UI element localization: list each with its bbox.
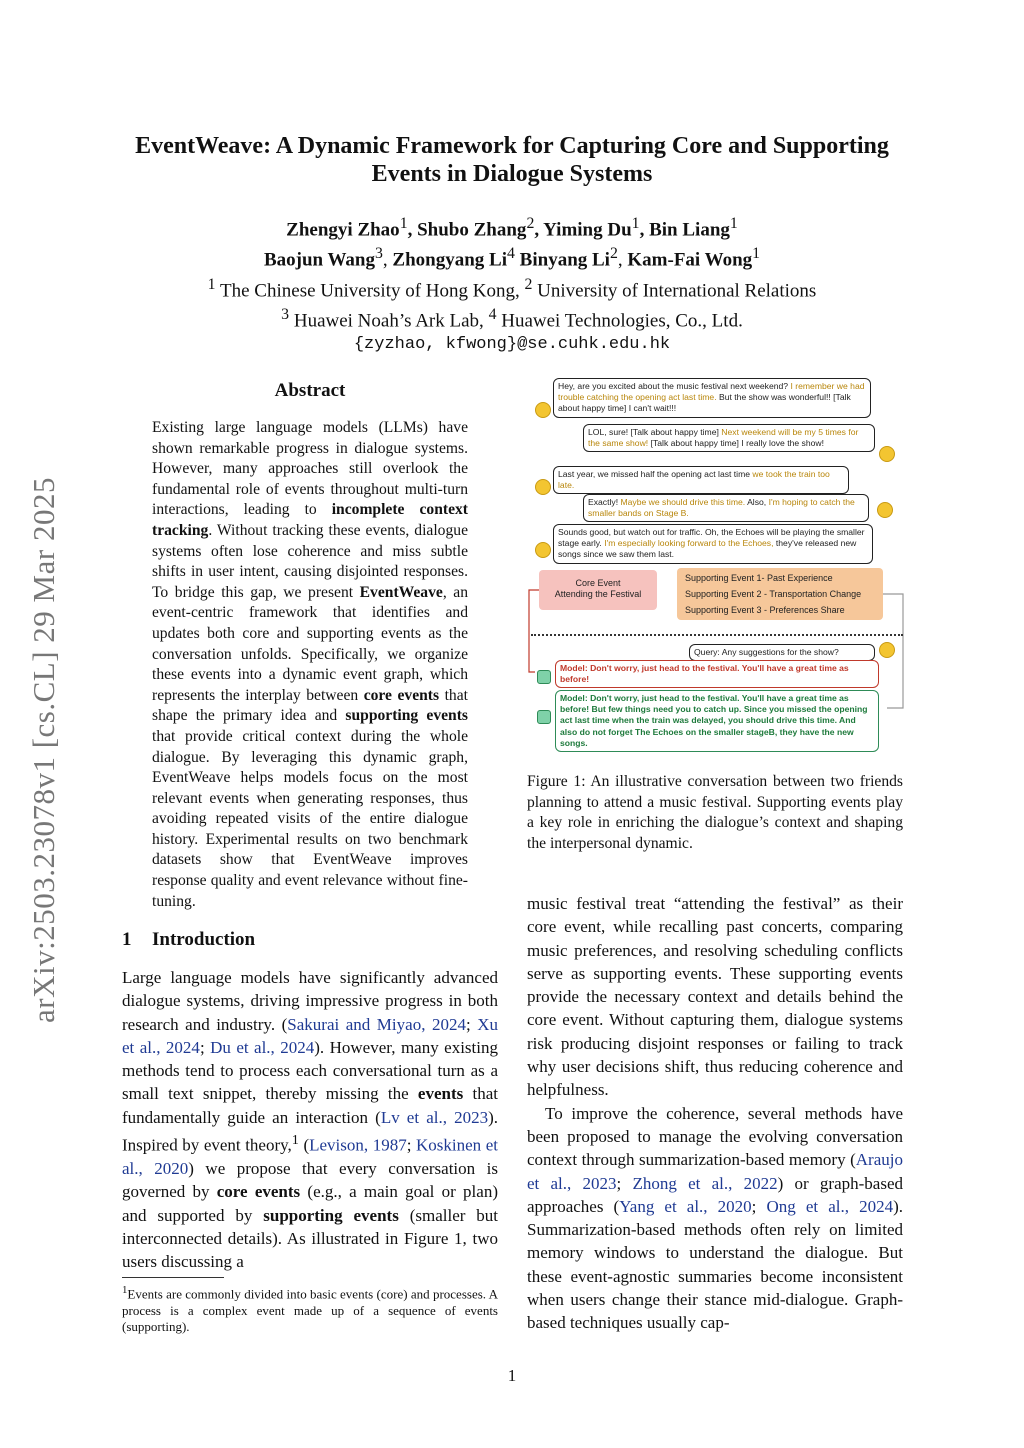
robot-icon <box>537 670 551 684</box>
section-heading-introduction: 1 Introduction <box>122 929 256 950</box>
author-affiliation-mark: 1 <box>631 215 640 232</box>
citation-link[interactable]: Sakurai and Miyao, 2024 <box>287 1014 466 1034</box>
author-name: Kam-Fai Wong <box>627 249 753 271</box>
core-event-box: Core Event Attending the Festival <box>539 570 657 610</box>
citation-link[interactable]: Lv et al., 2023 <box>380 1107 489 1127</box>
author-affiliation-mark: 3 <box>375 245 383 263</box>
dialogue-bubble-user1: Sounds good, but watch out for traffic. Oh, the Echoes will be playing the smaller stage early. I'm especially looking forward to the Echoes, they've released new songs since we saw them last. <box>553 524 873 564</box>
author-affiliation-mark: 1 <box>399 215 408 232</box>
author-affiliation-mark: 1 <box>752 245 761 263</box>
page-number: 1 <box>507 1366 517 1385</box>
author-affiliation-mark: 1 <box>729 215 738 232</box>
author-name: Binyang Li <box>519 249 610 271</box>
citation-link[interactable]: Du et al., 2024 <box>210 1037 315 1057</box>
winking-face-icon <box>879 642 895 658</box>
footnote-marker[interactable]: 1 <box>291 1132 299 1149</box>
author-name: Zhengyi Zhao <box>286 219 400 241</box>
footnote-rule <box>122 1277 224 1278</box>
abstract-text: Existing large language models (LLMs) have shown remarkable progress in dialogue systems. However, many approaches still overlook the fundamental role of events throughout multi-turn interactions, leading to incomplete context tracking. Without tracking these events, dialogue systems often lose coherence and miss subtle shifts in user intent, causing disjointed responses. To bridge this gap, we present EventWeave, an event-centric framework that identifies and updates both core and supporting events as the conversation unfolds. Specifically, we organize these events into a dynamic event graph, which represents the interplay between core events that shape the primary idea and supporting events that provide critical context during the whole dialogue. By leveraging this dynamic graph, EventWeave helps models focus on the most relevant events when generating responses, thus avoiding repeated visits of the entire dialogue history. Experimental results on two benchmark datasets show that EventWeave improves response quality and event relevance without fine-tuning. <box>152 419 468 910</box>
citation-link[interactable]: Yang et al., 2020 <box>619 1196 752 1216</box>
citation-link[interactable]: Levison, 1987 <box>309 1135 407 1155</box>
model-response-naive: Model: Don't worry, just head to the festival. You'll have a great time as before! <box>555 660 879 688</box>
query-bubble: Query: Any suggestions for the show? <box>689 644 875 661</box>
figure-1-caption: Figure 1: An illustrative conversation between two friends planning to attend a music festival. Supporting events play a key role in enriching the dialogue’s context and shaping the interpersonal dynamic. <box>527 773 903 852</box>
author-line-1: Zhengyi Zhao$^1$, Shubo Zhang$^2$, Yiming Du$^1$, Bin Liang$^1$ <box>286 215 738 241</box>
figure-1 <box>527 372 907 762</box>
supporting-events-box: Supporting Event 1- Past Experience Supporting Event 2 - Transportation Change Supporting Event 3 - Preferences Share <box>677 568 883 620</box>
author-name: Baojun Wang <box>263 249 375 271</box>
citation-link[interactable]: Koskinen et al., 2020 <box>122 1135 498 1179</box>
citation-link[interactable]: Zhong et al., 2022 <box>632 1173 778 1193</box>
introduction-paragraph: Large language models have significantly advanced dialogue systems, driving impressive progress in both research and industry. (Sakurai and Miyao, 2024; Xu et al., 2024; Du et al., 2024). However, many existing methods tend to process each conversational turn as a small text snippet, thereby missing the events that fundamentally guide an interaction (Lv et al., 2023). Inspired by event theory,$^1$ (Levison, 1987; Koskinen et al., 2020) we propose that every conversation is governed by core events (e.g., a main goal or plan) and supported by supporting events (smaller but interconnected details). As illustrated in Figure 1, two users discussing a <box>122 968 499 1272</box>
paper-title: EventWeave: A Dynamic Framework for Capturing Core and Supporting Events in Dialogue Systems <box>135 133 889 187</box>
author-name: Zhongyang Li <box>392 249 507 271</box>
author-name: Yiming Du <box>543 219 632 241</box>
affiliation-line-2: $^3$ Huawei Noah’s Ark Lab, $^4$ Huawei Technologies, Co., Ltd. <box>281 305 743 332</box>
author-line-2: Baojun Wang$^3$, Zhongyang Li$^4$ Binyang Li$^2$, Kam-Fai Wong$^1$ <box>263 245 761 271</box>
author-block <box>100 212 924 357</box>
model-response-eventweave: Model: Don't worry, just head to the festival. You'll have a great time as before! But few things need you to catch up. Since you missed the opening act last time when the train was delayed, you should drive this time. And also do not forget The Echoes on the smaller stageB, they have the new songs. <box>555 690 879 752</box>
right-column-text <box>527 892 903 1335</box>
paragraph: To improve the coherence, several methods have been proposed to manage the evolving conversation context through summarization-based memory (Araujo et al., 2023; Zhong et al., 2022) or graph-based approaches (Yang et al., 2020; Ong et al., 2024). Summarization-based methods often rely on limited memory windows to understand the dialogue. But these event-agnostic summaries become inconsistent when users change their stance mid-dialogue. Graph-based techniques usually cap- <box>527 1103 903 1333</box>
dialogue-bubble-user2: Exactly! Maybe we should drive this time. Also, I'm hoping to catch the smaller bands on Stage B. <box>583 494 869 522</box>
paragraph: music festival treat “attending the festival” as their core event, while recalling past concerts, comparing music preferences, and resolving scheduling conflicts serve as supporting events. These supporting events provide the necessary context and details behind the core event. Without capturing them, dialogue systems risk producing disjoint responses or failing to track why user decisions shift, thus reducing coherence and helpfulness. <box>527 894 903 1100</box>
robot-icon <box>537 710 551 724</box>
author-affiliation-mark: 2 <box>526 215 535 232</box>
dialogue-bubble-user1: Last year, we missed half the opening act last time we took the train too late. <box>553 466 849 494</box>
citation-link[interactable]: Xu et al., 2024 <box>122 1014 498 1057</box>
author-name: Bin Liang <box>649 219 730 241</box>
email: {zyzhao, kfwong}@se.cuhk.edu.hk <box>353 335 671 355</box>
author-affiliation-mark: 4 <box>507 245 515 263</box>
author-name: Shubo Zhang <box>417 219 527 241</box>
citation-link[interactable]: Araujo et al., 2023 <box>527 1150 903 1193</box>
footnote: $^1$Events are commonly divided into basic events (core) and processes. A process is a complex event made up of a sequence of events (supporting). <box>122 1284 498 1335</box>
dialogue-bubble-user2: LOL, sure! [Talk about happy time] Next weekend will be my 5 times for the same show! [Talk about happy time] I really love the show! <box>583 424 875 452</box>
arxiv-sidebar-stamp: arXiv:2503.23078v1 [cs.CL] 29 Mar 2025 <box>26 477 61 1023</box>
divider-dotted <box>531 634 903 636</box>
dialogue-bubble-user1: Hey, are you excited about the music festival next weekend? I remember we had trouble catching the opening act last time. But the show was wonderful!! [Talk about happy time] I can't wait!!! <box>553 378 871 418</box>
citation-link[interactable]: Ong et al., 2024 <box>766 1196 894 1216</box>
abstract-heading: Abstract <box>274 380 346 401</box>
author-affiliation-mark: 2 <box>609 245 618 263</box>
affiliation-line-1: $^1$ The Chinese University of Hong Kong, $^2$ University of International Relations <box>207 275 817 301</box>
